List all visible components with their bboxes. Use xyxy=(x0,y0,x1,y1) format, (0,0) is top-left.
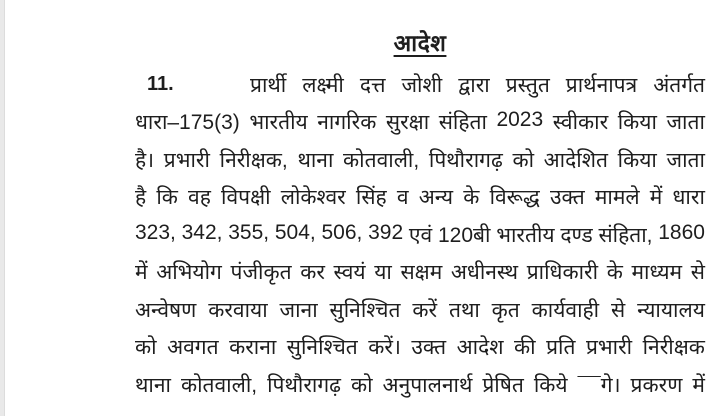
word: के xyxy=(463,186,480,210)
word: संहिता, xyxy=(598,223,653,247)
word: तथा xyxy=(448,298,480,322)
line-words xyxy=(135,296,705,324)
line-words xyxy=(135,221,705,249)
line-words xyxy=(135,146,705,174)
word: कर xyxy=(300,261,325,285)
word: थाना xyxy=(297,148,334,172)
word: पंजीकृत xyxy=(230,261,292,285)
word: थाना xyxy=(135,373,171,397)
word: अवगत xyxy=(167,336,219,360)
word: जाता xyxy=(666,111,705,135)
text-line xyxy=(135,141,705,179)
word: कि xyxy=(156,186,178,210)
word: अधीनस्थ xyxy=(450,261,519,285)
order-heading: आदेश xyxy=(393,30,447,56)
word: मामले xyxy=(594,186,640,210)
word: लक्ष्मी xyxy=(302,73,344,97)
word: आदेश xyxy=(456,336,504,360)
word: प्रभारी xyxy=(585,336,633,360)
word: करवाया xyxy=(208,298,268,322)
word: अन्य xyxy=(418,186,454,210)
word: 120बी xyxy=(437,223,491,247)
word: से xyxy=(690,261,705,285)
word: व xyxy=(396,186,409,210)
word: सिंह xyxy=(355,186,387,210)
word: न्यायालय xyxy=(637,298,705,322)
document-content xyxy=(135,26,705,404)
word: पिथौरागढ़ xyxy=(267,373,341,397)
word: नागरिक xyxy=(317,111,377,135)
word: कृत xyxy=(491,298,520,322)
line-words xyxy=(250,71,705,99)
word: सुनिश्चित xyxy=(329,298,401,322)
page-left-edge xyxy=(0,0,5,416)
word: करें। xyxy=(368,336,401,360)
word: में xyxy=(692,373,705,397)
word: प्राधिकारी xyxy=(526,261,599,285)
word: निरीक्षक xyxy=(642,336,705,360)
word: से xyxy=(610,298,626,322)
word: दत्त xyxy=(359,73,386,97)
word: प्रार्थनापत्र xyxy=(565,73,638,97)
word: अभियोग xyxy=(156,261,222,285)
word: के xyxy=(606,261,623,285)
word: विपक्षी xyxy=(221,186,271,210)
word: माध्यम xyxy=(631,261,683,285)
line-words xyxy=(135,108,705,136)
word: सुनिश्चित xyxy=(286,336,358,360)
text-line xyxy=(135,329,705,367)
text-line xyxy=(135,254,705,292)
word: धारा–175(3) xyxy=(135,111,240,135)
word: अनुपालनार्थ xyxy=(382,373,473,397)
word: को xyxy=(350,373,373,397)
word: भारतीय xyxy=(496,223,555,247)
word: 323, xyxy=(135,220,176,244)
word: प्रभारी xyxy=(163,148,210,172)
word: ¯¯गे। xyxy=(577,373,621,397)
word: स्वीकार xyxy=(552,111,609,135)
word: वह xyxy=(188,186,211,210)
word: दण्ड xyxy=(560,223,593,247)
word: जाता xyxy=(666,148,705,172)
word: अन्वेषण xyxy=(135,298,197,322)
text-line xyxy=(135,179,705,217)
word: करें xyxy=(412,298,438,322)
word: कोतवाली, xyxy=(180,373,258,397)
word: जाना xyxy=(279,298,318,322)
word: या xyxy=(374,261,392,285)
word: 506, xyxy=(321,220,363,244)
word: प्रति xyxy=(546,336,576,360)
word: निरीक्षक, xyxy=(219,148,288,172)
word: उक्त xyxy=(411,336,447,360)
word: कार्यवाही xyxy=(531,298,600,322)
word: विरूद्ध xyxy=(489,186,540,210)
word: जोशी xyxy=(401,73,443,97)
word: 355, xyxy=(228,220,270,244)
word: में xyxy=(135,261,148,285)
word: प्रेषित xyxy=(482,373,524,397)
line-words xyxy=(135,371,705,399)
word: 392 xyxy=(368,220,404,244)
word: द्वारा xyxy=(458,73,490,97)
word: धारा xyxy=(672,186,705,210)
word: संहिता xyxy=(438,111,487,135)
word: सक्षम xyxy=(400,261,443,285)
line-words xyxy=(135,258,705,286)
text-line xyxy=(135,66,705,104)
word: 342, xyxy=(181,220,223,244)
word: स्वयं xyxy=(333,261,366,285)
word: प्रकरण xyxy=(630,373,683,397)
word: सुरक्षा xyxy=(385,111,430,135)
word: है xyxy=(135,186,147,210)
word: एवं xyxy=(408,223,433,247)
word: किये xyxy=(533,373,568,397)
word: अंतर्गत xyxy=(653,73,705,97)
line-words xyxy=(135,333,705,361)
word: 2023 xyxy=(496,108,544,132)
word: को xyxy=(512,148,535,172)
paragraph-number: 11. xyxy=(147,73,174,96)
word: भारतीय xyxy=(249,111,308,135)
word: किया xyxy=(617,148,657,172)
word: 504, xyxy=(274,220,316,244)
text-line xyxy=(135,104,705,142)
word: प्रस्तुत xyxy=(505,73,550,97)
word: प्रार्थी xyxy=(250,73,287,97)
text-line xyxy=(135,216,705,254)
word: कराना xyxy=(229,336,277,360)
word: की xyxy=(514,336,536,360)
word: है। xyxy=(135,148,155,172)
word: को xyxy=(135,336,157,360)
word: उक्त xyxy=(549,186,585,210)
word: किया xyxy=(617,111,657,135)
word: में xyxy=(649,186,663,210)
word: आदेशित xyxy=(543,148,608,172)
word: पिथौरागढ़ xyxy=(428,148,503,172)
order-paragraph xyxy=(135,66,705,404)
word: कोतवाली, xyxy=(343,148,420,172)
word: लोकेश्वर xyxy=(280,186,346,210)
text-line xyxy=(135,291,705,329)
line-words xyxy=(135,183,705,211)
word: 1860 xyxy=(658,220,705,244)
text-line xyxy=(135,366,705,404)
